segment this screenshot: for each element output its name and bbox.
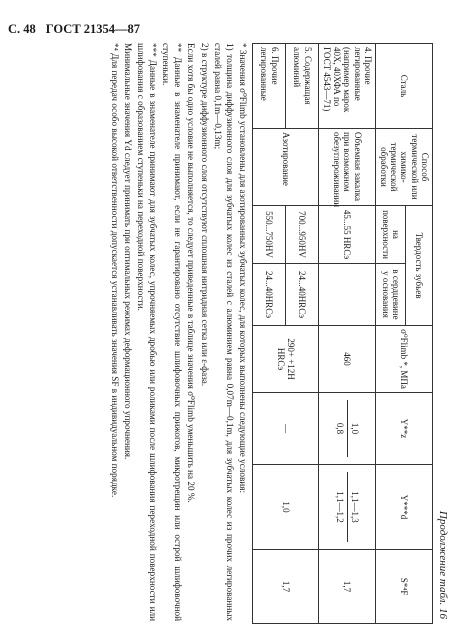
footnote: *⁴ Для передач особо высокой ответственности допускается устанавливать значения SF в индивидуальном порядке. <box>109 43 120 498</box>
header-hardness: Твердость зубьев <box>406 206 433 326</box>
cell-yd: 1,0 <box>253 465 319 550</box>
table-row <box>319 44 376 624</box>
cell-surface: 550...750HV <box>253 206 286 264</box>
cell-sigma: 290+ +12H HRCэ <box>253 326 319 393</box>
footnote: Если хотя бы одно условие не выполняется, то следует приведенные в таблице значения σ⁰Flimb уменьшить на 20 %. <box>186 43 197 503</box>
header-sf: S*⁴F <box>376 550 433 624</box>
yz-denominator: 0,8 <box>334 422 345 435</box>
cell-yz <box>319 393 376 465</box>
cell-core: 24...40HRCэ <box>286 264 319 326</box>
rotated-sheet <box>24 43 449 623</box>
cell-sigma: 460 <box>319 326 376 393</box>
cell-steel: 6. Прочие легированные <box>253 44 286 129</box>
cell-core: 24...40HRCэ <box>253 264 286 326</box>
footnote: 1) толщина диффузионного слоя для зубчатых колес из сталей с алюминием равна 0,07m—0,1m, для зубчатых колес из прочих легированных сталей равна 0,1m—0,13m; <box>212 43 235 621</box>
page-number: С. 48 <box>8 22 36 36</box>
cell-surface: 700...950HV <box>286 206 319 264</box>
footnote: Минимальные значения Yd следует принимать при оптимальных режимах деформационного упрочнения. <box>122 43 133 460</box>
strength-table <box>252 43 433 624</box>
cell-treatment: Азотирование <box>253 129 319 206</box>
table-row <box>286 44 319 624</box>
table-header-row <box>406 44 433 624</box>
header-steel: Сталь <box>376 44 433 129</box>
header-yz: Y**z <box>376 393 433 465</box>
header-sigma: σ⁰Flimb *, МПа <box>376 326 433 393</box>
cell-surface: 45...55 HRCэ <box>319 206 376 264</box>
page-header <box>8 22 140 37</box>
yd-denominator: 1,1—1,2 <box>334 491 345 523</box>
header-core: в сердцевине у основания <box>376 264 406 326</box>
footnote: ** Данные в знаменателе принимают, если не гарантировано отсутствие шлифовочных прижогов, микротрещин или острой шлифовочной ступеньки. <box>161 43 184 621</box>
cell-core <box>319 264 376 326</box>
header-yd: Y***d <box>376 465 433 550</box>
cell-yd <box>319 465 376 550</box>
footnote: 2) в структуре диффузионного слоя отсутствуют сплошная нитридная сетка или ε-фаза. <box>199 43 210 387</box>
yd-numerator: 1,1—1,3 <box>350 491 361 523</box>
cell-steel: 4. Прочие легированные (например марок 40Х, 40ХФА по ГОСТ 4543—71) <box>319 44 376 129</box>
footnote: * Значения σ⁰Flimb установлены для азотированных зубчатых колес, для которых выполнены следующие условия: <box>238 43 248 493</box>
cell-sf: 1,7 <box>319 550 376 624</box>
footnote: *** Данные в знаменателе принимают для зубчатых колес, упрочняемых дробью или роликами после шлифования переходной поверхности или шлифования с образованием ступеньки на переходной поверхности. <box>135 43 159 621</box>
table-continuation-caption: Продолжение табл. 16 <box>437 510 449 619</box>
standard-code: ГОСТ 21354—87 <box>45 22 141 36</box>
header-surface: на поверхности <box>376 206 406 264</box>
header-treatment: Способ термической или химико-термической обработки <box>376 129 433 206</box>
cell-steel: 5. Содержащая алюминий <box>286 44 319 129</box>
footnotes <box>107 43 249 621</box>
cell-sf: 1,7 <box>253 550 319 624</box>
cell-yz: — <box>253 393 319 465</box>
yz-numerator: 1,0 <box>350 422 361 435</box>
cell-treatment: Объемная закалка при возможном обезуглероживании <box>319 129 376 206</box>
